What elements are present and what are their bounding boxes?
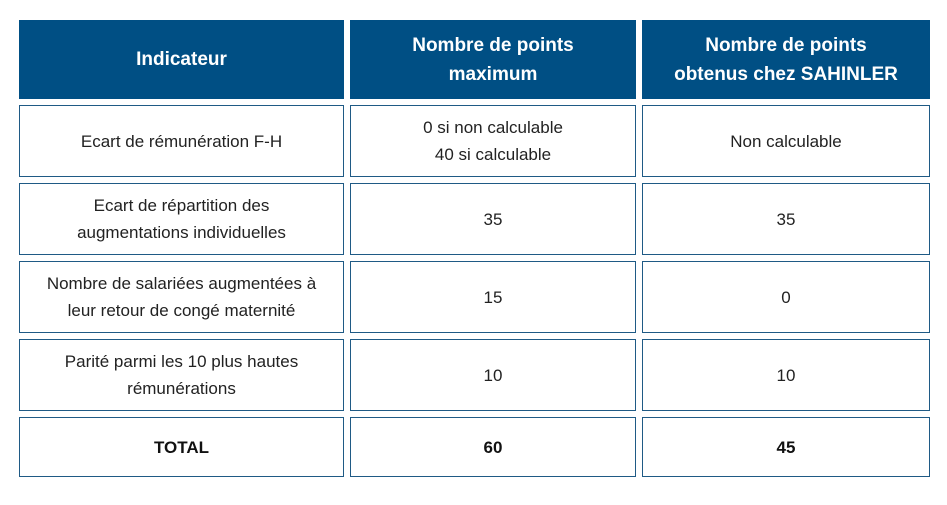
row-4-max-line1: 10	[483, 365, 503, 385]
header-indicateur-text: Indicateur	[136, 49, 227, 70]
row-4-indicator-line2: rémunérations	[127, 379, 236, 398]
row-1-max-line1: 0 si non calculable	[423, 118, 563, 137]
row-2-indicator-line2: augmentations individuelles	[77, 223, 286, 242]
row-3-indicator-line1: Nombre de salariées augmentées à	[46, 274, 317, 293]
total-label	[19, 417, 344, 477]
row-2-obtained	[642, 183, 930, 255]
row-1-obtained-line1: Non calculable	[730, 131, 842, 151]
header-max-points	[350, 20, 636, 99]
row-2-indicator	[19, 183, 344, 255]
header-max-points-line1: Nombre de points	[412, 34, 574, 56]
row-2-obtained-line1: 35	[776, 209, 796, 229]
total-max	[350, 417, 636, 477]
total-label-text: TOTAL	[153, 437, 210, 457]
row-3-indicator	[19, 261, 344, 333]
row-3-max	[350, 261, 636, 333]
total-obtained-value: 45	[776, 437, 796, 457]
row-4-indicator	[19, 339, 344, 411]
header-obtained-points-line2: obtenus chez SAHINLER	[674, 63, 898, 85]
row-2-max-line1: 35	[483, 209, 503, 229]
total-obtained	[642, 417, 930, 477]
header-indicateur	[19, 20, 344, 99]
row-1-indicator	[19, 105, 344, 177]
header-max-points-line2: maximum	[448, 63, 538, 85]
row-4-max	[350, 339, 636, 411]
total-max-value: 60	[483, 437, 503, 457]
row-2-max	[350, 183, 636, 255]
row-4-obtained	[642, 339, 930, 411]
points-table	[19, 20, 930, 477]
row-1-max	[350, 105, 636, 177]
header-obtained-points	[642, 20, 930, 99]
row-1-max-line2: 40 si calculable	[434, 145, 552, 164]
row-3-obtained-line1: 0	[781, 287, 791, 307]
row-3-max-line1: 15	[483, 287, 503, 307]
row-1-obtained	[642, 105, 930, 177]
row-2-indicator-line1: Ecart de répartition des	[93, 196, 270, 215]
row-1-indicator-line1: Ecart de rémunération F-H	[80, 131, 283, 151]
row-3-obtained	[642, 261, 930, 333]
row-4-obtained-line1: 10	[776, 365, 796, 385]
row-3-indicator-line2: leur retour de congé maternité	[67, 301, 296, 320]
row-4-indicator-line1: Parité parmi les 10 plus hautes	[64, 352, 299, 371]
header-obtained-points-line1: Nombre de points	[705, 34, 867, 56]
